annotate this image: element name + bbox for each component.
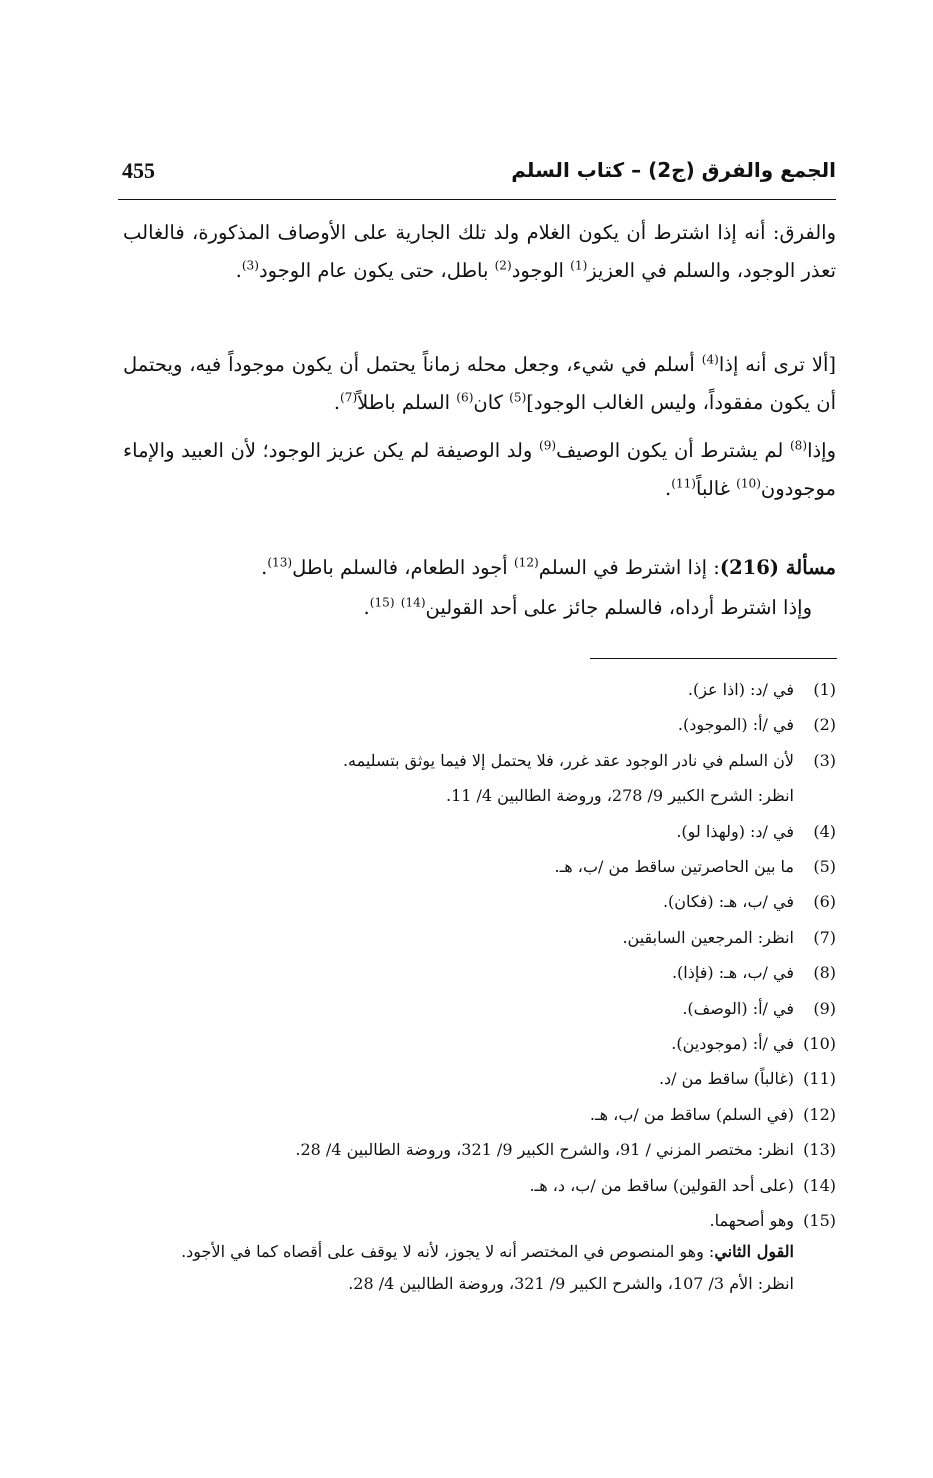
text-run: . <box>261 556 268 579</box>
text-run: السلم باطلاً <box>357 391 457 414</box>
footnote-number: (3) <box>813 750 836 770</box>
footnote-number: (1) <box>813 680 836 699</box>
footnote-text: (على أحد القولين) ساقط من /ب، د، هـ. <box>529 1175 794 1195</box>
text-run: كان <box>473 391 510 414</box>
footnote-12 <box>123 1097 836 1132</box>
footnote-ref: (9) <box>538 438 557 453</box>
text-run: وإذا <box>807 439 836 462</box>
footnote-text: انظر: مختصر المزني / 91، والشرح الكبير 9/ 321، وروضة الطالبين 4/ 28. <box>295 1140 794 1160</box>
text-run: وإذا اشترط أرداه، فالسلم جائز على أحد القولين <box>425 596 812 619</box>
footnote-number: (7) <box>813 927 836 947</box>
text-run: غالباً <box>696 477 737 500</box>
footnote-ref: (14) <box>400 595 426 610</box>
footnote-ref: (5) <box>509 390 527 405</box>
text-run: والفرق: أنه إذا اشترط أن يكون الغلام ولد تلك الجارية على الأوصاف المذكورة، فالغالب تعذر الوجود، والسلم في العزيز <box>123 221 836 282</box>
footnote-text: في /أ: (الوصف). <box>682 998 794 1018</box>
footnote-ref: (6) <box>456 390 474 405</box>
footnote-10 <box>123 1026 836 1061</box>
running-title: الجمع والفرق (ج2) – كتاب السلم <box>511 158 836 182</box>
footnote-1 <box>123 672 836 707</box>
footnotes-list <box>123 672 836 1239</box>
text-run: [ألا ترى أنه إذا <box>718 353 836 376</box>
text-run: باطل، حتى يكون عام الوجود <box>258 259 495 282</box>
footnote-number: (9) <box>813 998 836 1018</box>
footnote-7 <box>123 920 836 955</box>
footnote-11 <box>123 1061 836 1096</box>
footnote-4 <box>123 814 836 849</box>
footnote-text: لأن السلم في نادر الوجود عقد غرر، فلا يحتمل إلا فيما يوثق بتسليمه. <box>342 750 794 770</box>
paragraph-farq <box>123 214 836 290</box>
masala-line-1 <box>123 548 836 588</box>
footnote-text: انظر: المرجعين السابقين. <box>622 927 794 947</box>
footnote-9 <box>123 991 836 1026</box>
text-run: أجود الطعام، فالسلم باطل <box>292 556 514 579</box>
second-opinion-source: انظر: الأم 3/ 107، والشرح الكبير 9/ 321، وروضة الطالبين 4/ 28. <box>348 1274 794 1293</box>
footnote-text: في /د: (ولهذا لو). <box>676 821 794 841</box>
footnote-ref: (8) <box>789 438 808 453</box>
paragraph-ala-tara <box>123 346 836 422</box>
page-header <box>118 150 836 200</box>
footnote-8 <box>123 955 836 990</box>
footnote-3-source: انظر: الشرح الكبير 9/ 278، وروضة الطالبين 4/ 11. <box>445 786 794 806</box>
text-run: . <box>333 391 341 414</box>
footnote-ref: (11) <box>671 476 696 491</box>
footnote-text: (في السلم) ساقط من /ب، هـ. <box>589 1104 794 1124</box>
masala-216 <box>123 548 836 628</box>
footnote-14 <box>123 1168 836 1203</box>
text-run: . <box>664 477 672 500</box>
second-opinion-text: : وهو المنصوص في المختصر أنه لا يجوز، لأنه لا يوقف على أقصاه كما في الأجود. <box>181 1242 715 1261</box>
footnote-number: (14) <box>803 1175 836 1195</box>
footnote-number: (2) <box>813 715 836 735</box>
footnote-number: (12) <box>803 1104 836 1124</box>
footnote-text: في /ب، هـ: (فإذا). <box>671 963 794 983</box>
footnote-ref: (12) <box>513 555 539 570</box>
footnote-ref: (10) <box>736 476 761 491</box>
footnote-ref: (1) <box>570 258 588 273</box>
footnote-text: في /د: (اذا عز). <box>687 680 794 699</box>
second-opinion <box>123 1236 836 1268</box>
footnote-number: (13) <box>803 1140 836 1160</box>
text-run: . <box>235 259 242 282</box>
footnote-number: (4) <box>813 821 836 841</box>
footnote-ref: (7) <box>340 390 358 405</box>
footnote-number: (8) <box>813 963 836 983</box>
paragraph-idha <box>123 432 836 508</box>
footnote-number: (15) <box>803 1211 836 1231</box>
footnote-3 <box>123 743 836 778</box>
text-run: الوجود <box>511 259 571 282</box>
page-number: 455 <box>122 158 155 183</box>
text-run: أسلم في شيء، وجعل محله زماناً يحتمل أن يكون موجوداً فيه، ويحتمل أن يكون مفقوداً، وليس الغالب الوجود] <box>123 353 836 414</box>
footnote-text: وهو أصحهما. <box>709 1211 794 1231</box>
footnote-6 <box>123 884 836 919</box>
footnote-separator <box>590 658 837 659</box>
footnote-text: (غالباً) ساقط من /د. <box>658 1069 794 1089</box>
footnote-ref: (15) <box>369 595 395 610</box>
text-run: ولد الوصيفة لم يكن عزيز الوجود؛ لأن العبيد والإماء موجودون <box>123 439 836 500</box>
footnote-ref: (13) <box>267 555 293 570</box>
second-opinion-label: القول الثاني <box>714 1242 794 1261</box>
footnote-ref: (3) <box>241 258 259 273</box>
footnote-2 <box>123 707 836 742</box>
text-run: . <box>363 596 370 619</box>
footnote-15 <box>123 1203 836 1238</box>
footnote-text: في /أ: (موجودين). <box>671 1034 794 1054</box>
footnote-ref: (4) <box>701 352 719 367</box>
text-run: لم يشترط أن يكون الوصيف <box>556 439 790 462</box>
footnote-13 <box>123 1132 836 1167</box>
footnote-number: (10) <box>803 1034 836 1054</box>
footnote-number: (6) <box>813 892 836 912</box>
footnote-ref: (2) <box>494 258 512 273</box>
masala-label: مسألة (216) <box>719 556 836 579</box>
text-run: : إذا اشترط في السلم <box>538 556 720 579</box>
footnote-text: في /أ: (الموجود). <box>677 715 794 735</box>
footnote-number: (11) <box>803 1069 836 1089</box>
footnote-5 <box>123 849 836 884</box>
masala-line-2 <box>123 588 836 628</box>
footnote-number: (5) <box>813 857 836 877</box>
footnote-15-continuation <box>123 1236 836 1300</box>
footnote-text: في /ب، هـ: (فكان). <box>662 892 794 912</box>
footnote-text: ما بين الحاصرتين ساقط من /ب، هـ. <box>554 857 794 877</box>
